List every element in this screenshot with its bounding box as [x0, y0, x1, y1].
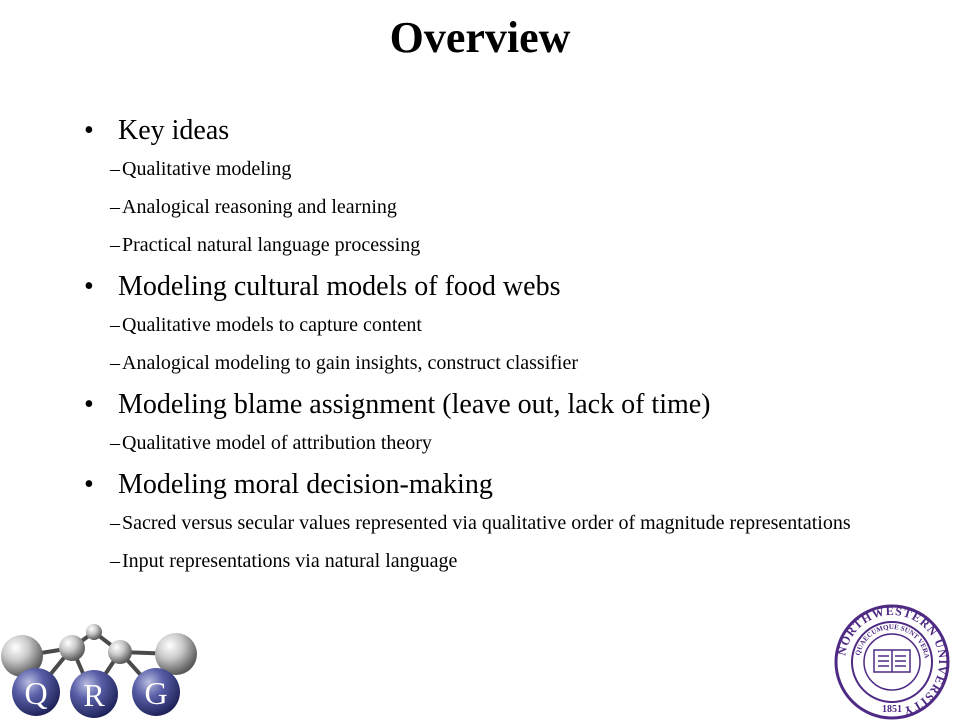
- qrg-letter-r: R: [83, 677, 105, 713]
- sub-dash: –: [110, 196, 120, 218]
- sub-item-text: Analogical reasoning and learning: [122, 196, 397, 218]
- slide-title: Overview: [389, 13, 571, 62]
- bullet-text: Modeling moral decision-making: [118, 469, 493, 500]
- sub-item: [80, 232, 880, 258]
- sub-item-text: Qualitative model of attribution theory: [122, 432, 432, 454]
- sub-item-text: Sacred versus secular values represented via qualitative order of magnitude representations: [122, 512, 851, 534]
- qrg-letter-g: G: [144, 675, 168, 711]
- bullet-dot: •: [84, 389, 94, 420]
- sub-item: [80, 510, 880, 536]
- bullet-key-ideas: [80, 114, 880, 148]
- qrg-letter-q: Q: [24, 675, 48, 711]
- sphere-icon: [108, 640, 132, 664]
- bullet-blame-assignment: [80, 388, 880, 422]
- sub-list-moral-decision: [80, 510, 880, 574]
- sub-dash: –: [110, 158, 120, 180]
- bullet-food-webs: [80, 270, 880, 304]
- seal-motto-text: QUAECUMQUE SUNT VERA: [853, 622, 931, 660]
- sub-item-text: Analogical modeling to gain insights, construct classifier: [122, 352, 579, 374]
- sub-item: [80, 430, 880, 456]
- sub-item: [80, 194, 880, 220]
- bullet-text: Key ideas: [118, 115, 230, 146]
- sub-list-blame-assignment: [80, 430, 880, 456]
- northwestern-seal-icon: [834, 604, 950, 720]
- bullet-text: Modeling blame assignment (leave out, lack of time): [118, 389, 711, 420]
- sub-item: [80, 156, 880, 182]
- sub-dash: –: [110, 314, 120, 336]
- bullet-dot: •: [84, 469, 94, 500]
- bullet-list: [80, 114, 880, 586]
- sub-list-key-ideas: [80, 156, 880, 258]
- sub-dash: –: [110, 512, 120, 534]
- bullet-text: Modeling cultural models of food webs: [118, 271, 561, 302]
- seal-ring-text: NORTHWESTERN UNIVERSITY: [834, 604, 950, 719]
- bullet-dot: •: [84, 115, 94, 146]
- sphere-icon: [59, 635, 85, 661]
- sub-item: [80, 548, 880, 574]
- sub-item: [80, 350, 880, 376]
- bullet-moral-decision: [80, 468, 880, 502]
- sub-dash: –: [110, 550, 120, 572]
- qrg-logo-icon: [0, 618, 200, 720]
- sub-list-food-webs: [80, 312, 880, 376]
- sub-item-text: Input representations via natural language: [122, 550, 458, 572]
- sphere-icon: [86, 624, 102, 640]
- seal-year: 1851: [882, 704, 902, 715]
- sub-item-text: Qualitative models to capture content: [122, 314, 422, 336]
- sub-dash: –: [110, 352, 120, 374]
- sub-dash: –: [110, 432, 120, 454]
- sub-item-text: Practical natural language processing: [122, 234, 421, 256]
- sub-item-text: Qualitative modeling: [122, 158, 292, 180]
- sub-dash: –: [110, 234, 120, 256]
- sub-item: [80, 312, 880, 338]
- bullet-dot: •: [84, 271, 94, 302]
